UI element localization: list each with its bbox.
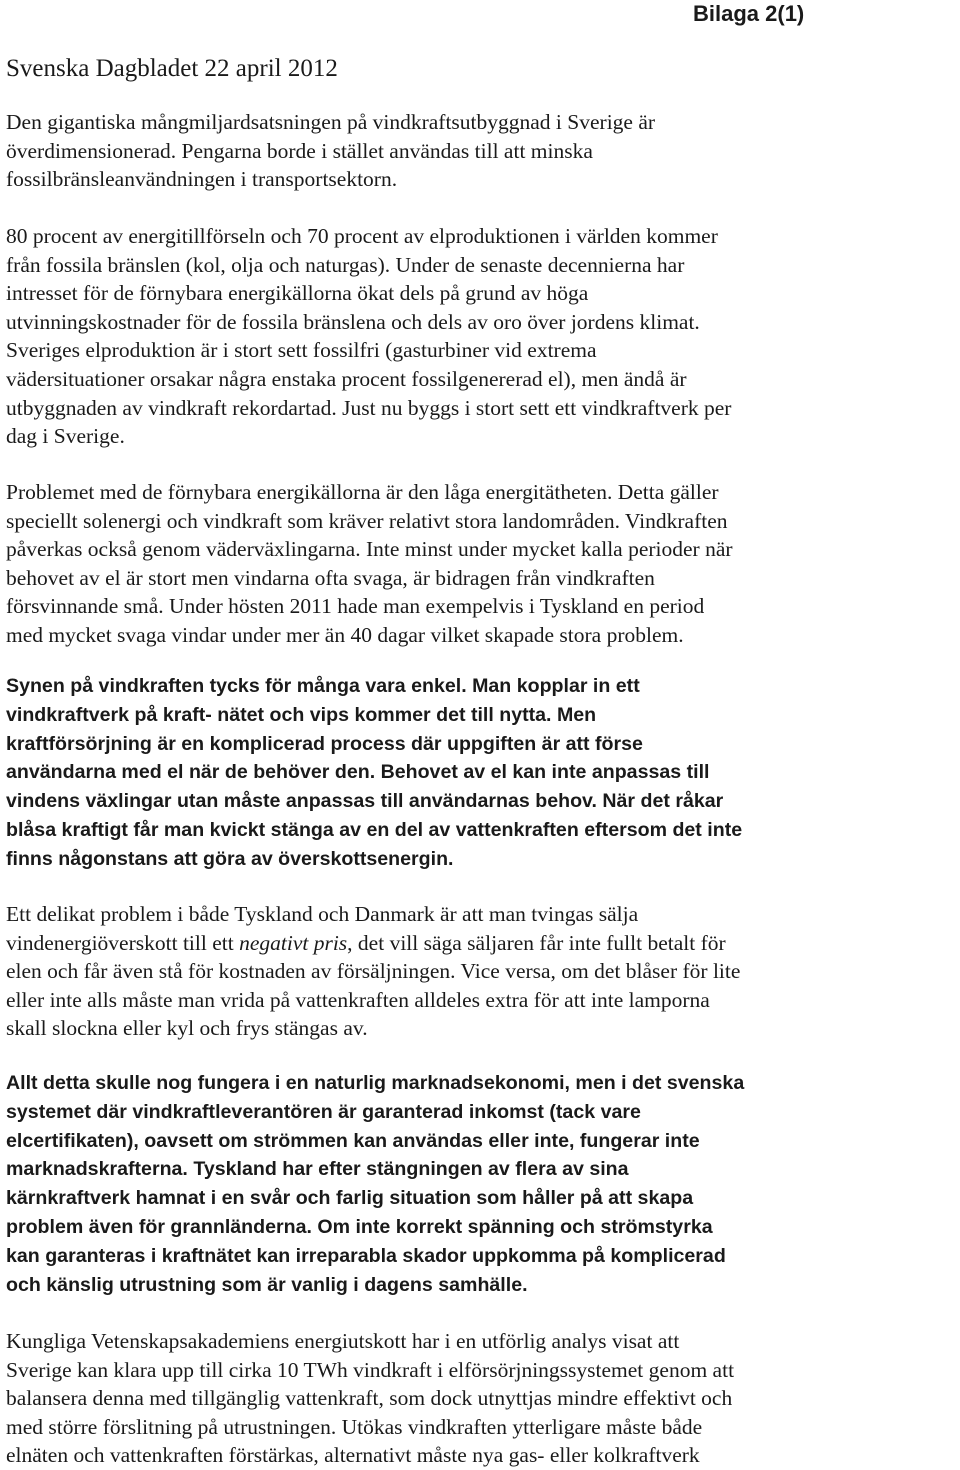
paragraph-fossil-energy [6,222,956,451]
text-line: elen och får även stå för kostnaden av försäljningen. Vice versa, om det blåser för lite [6,959,741,984]
text-line: vädersituationer orsakar några enstaka procent fossilgenererad el), men ändå är [6,366,687,391]
text-line: fossilbränsleanvändningen i transportsektorn. [6,167,398,192]
text-line: kärnkraftverk hamnat i en svår och farlig situation som håller på att skapa [6,1187,694,1210]
paragraph-negative-price [6,900,956,1043]
text-line: Sveriges elproduktion är i stort sett fossilfri (gasturbiner vid extrema [6,338,597,363]
text-line: påverkas också genom väderväxlingarna. Inte minst under mycket kalla perioder när [6,537,733,562]
text-line: balansera denna med tillgänglig vattenkraft, som dock utnyttjas mindre effektivt och [6,1386,733,1411]
text-line: och känslig utrustning som är vanlig i dagens samhälle. [6,1273,528,1296]
text-segment: , det vill säga säljaren får inte fullt betalt för [347,930,726,955]
text-line [6,929,956,958]
text-line: kraftförsörjning är en komplicerad process där uppgiften är att förse [6,732,643,755]
paragraph-power-supply [6,672,956,874]
paragraph-academy-analysis [6,1327,956,1470]
text-line: skall slockna eller kyl och frys stängas av. [6,1016,368,1041]
text-line: 80 procent av energitillförseln och 70 procent av elproduktionen i världen kommer [6,224,718,248]
text-line: Synen på vindkraften tycks för många vara enkel. Man kopplar in ett [6,675,640,697]
attachment-label: Bilaga 2(1) [693,1,805,26]
emphasized-term: negativt pris [239,930,348,955]
text-line: utbyggnaden av vindkraft rekordartad. Just nu byggs i stort sett ett vindkraftverk per [6,395,732,420]
text-line: Den gigantiska mångmiljardsatsningen på vindkraftsutbyggnad i Sverige är [6,110,656,134]
text-line: Problemet med de förnybara energikällorna är den låga energitätheten. Detta gäller [6,480,719,504]
text-line: intresset för de förnybara energikällorna ökat dels på grund av höga [6,281,589,306]
text-line: vindens växlingar utan måste anpassas till användarnas behov. När det råkar [6,790,724,813]
paragraph-energy-density [6,478,956,650]
text-line: elnäten och vattenkraften förstärkas, alternativt måste nya gas- eller kolkraftverk [6,1443,700,1468]
paragraph-market-forces [6,1069,956,1299]
document-title: Svenska Dagbladet 22 april 2012 [6,55,338,82]
text-line: försvinnande små. Under hösten 2011 hade man exempelvis i Tyskland en period [6,594,705,619]
text-line: Sverige kan klara upp till cirka 10 TWh vindkraft i elförsörjningssystemet genom att [6,1357,735,1382]
text-line: med mycket svaga vindar under mer än 40 dagar vilket skapade stora problem. [6,622,684,647]
paragraph-intro [6,108,956,194]
text-line: utvinningskostnader för de fossila bränslena och dels av oro över jordens klimat. [6,309,700,334]
text-line: från fossila bränslen (kol, olja och naturgas). Under de senaste decennierna har [6,252,685,277]
text-line: eller inte alls måste man vrida på vattenkraften alldeles extra för att inte lamporna [6,987,710,1012]
text-line: kan garanteras i kraftnätet kan irreparabla skador uppkomma på komplicerad [6,1244,726,1267]
text-line: speciellt solenergi och vindkraft som kräver relativt stora landområden. Vindkraften [6,508,728,533]
text-line: Allt detta skulle nog fungera i en naturlig marknadsekonomi, men i det svenska [6,1072,745,1094]
text-line: överdimensionerad. Pengarna borde i stället användas till att minska [6,138,593,163]
text-line: finns någonstans att göra av överskottsenergin. [6,847,454,870]
text-line: vindkraftverk på kraft- nätet och vips kommer det till nytta. Men [6,703,597,726]
text-line: Ett delikat problem i både Tyskland och Danmark är att man tvingas sälja [6,902,639,926]
text-line: systemet där vindkraftleverantören är garanterad inkomst (tack vare [6,1100,641,1123]
text-line: elcertifikaten), oavsett om strömmen kan användas eller inte, fungerar inte [6,1129,700,1152]
text-line: problem även för grannländerna. Om inte korrekt spänning och strömstyrka [6,1215,713,1238]
text-line: med större förslitning på utrustningen. Utökas vindkraften ytterligare måste både [6,1414,703,1439]
text-line: blåsa kraftigt får man kvickt stänga av en del av vattenkraften eftersom det inte [6,818,743,841]
text-line: användarna med el när de behöver den. Behovet av el kan inte anpassas till [6,761,710,784]
text-segment: vindenergiöverskott till ett [6,930,240,955]
text-line: marknadskrafterna. Tyskland har efter stängningen av flera av sina [6,1158,629,1181]
text-line: Kungliga Vetenskapsakademiens energiutskott har i en utförlig analys visat att [6,1329,680,1353]
text-line: behovet av el är stort men vindarna ofta svaga, är bidragen från vindkraften [6,565,655,590]
text-line: dag i Sverige. [6,424,125,449]
